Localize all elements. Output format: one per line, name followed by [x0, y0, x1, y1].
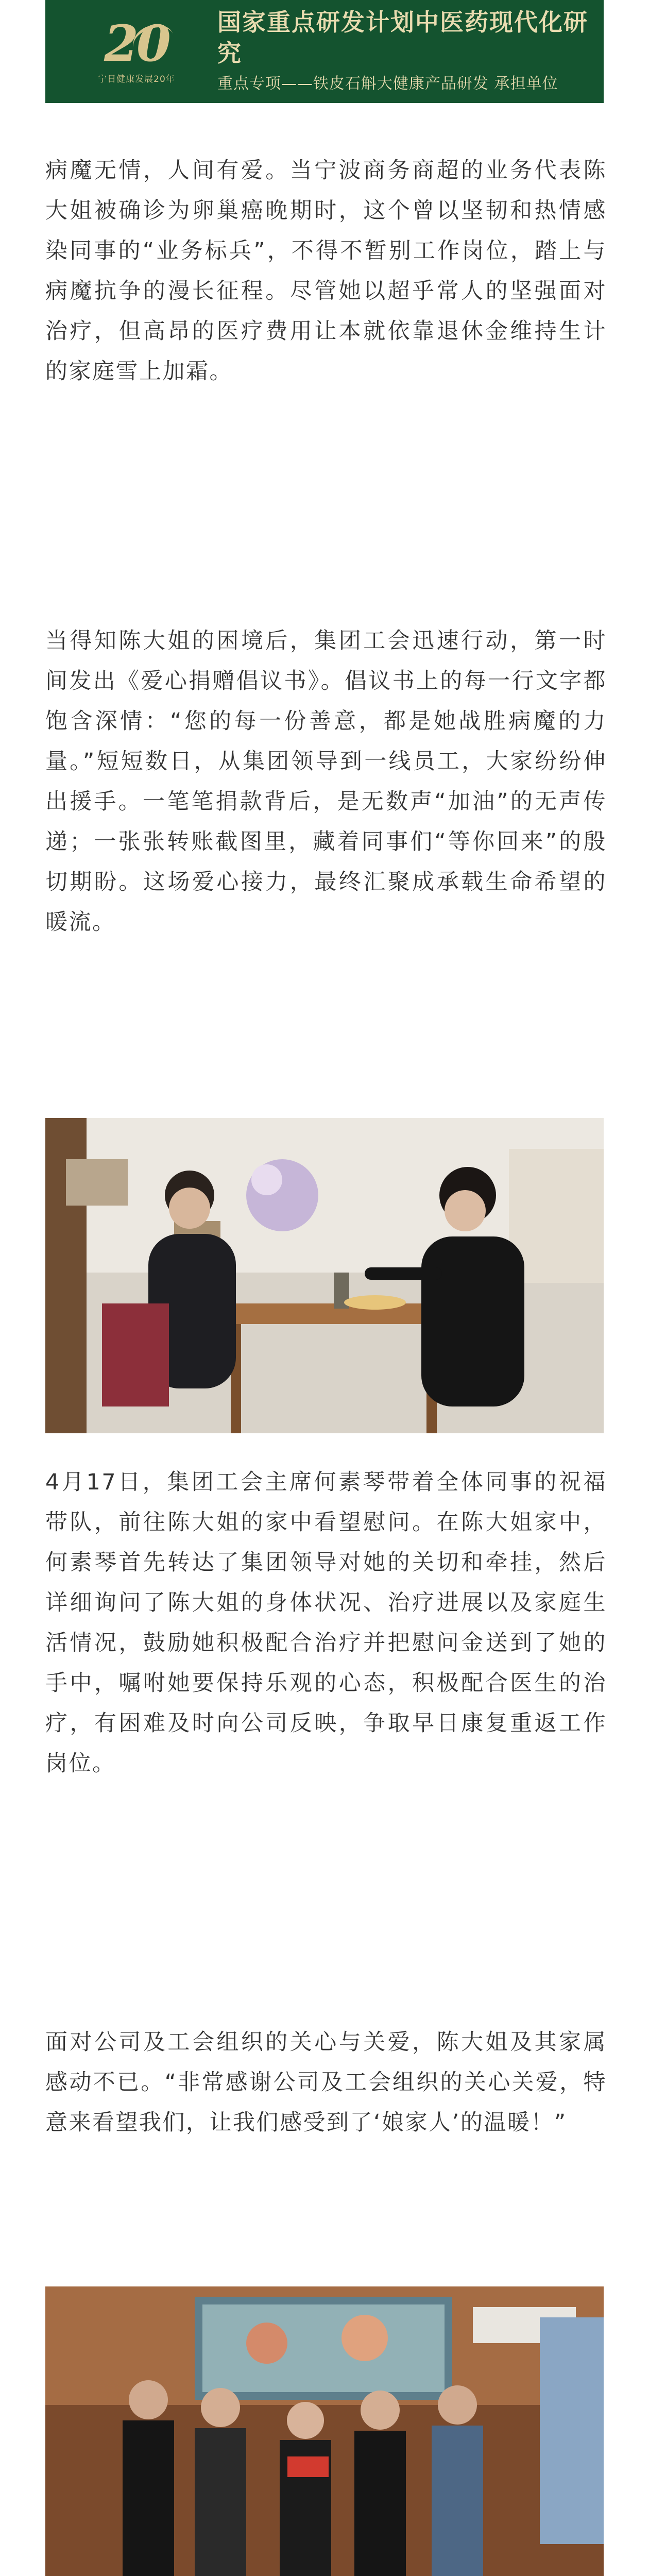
logo-number: 20: [104, 14, 169, 73]
photo-visit-at-table: [45, 1118, 604, 1433]
article-paragraph-1: 病魔无情，人间有爱。当宁波商务商超的业务代表陈大姐被确诊为卵巢癌晚期时，这个曾以坚韧和热情感染同事的“业务标兵”，不得不暂别工作岗位，踏上与病魔抗争的漫长征程。尽管她以超乎常人的坚强面对治疗，但高昂的医疗费用让本就依靠退休金维持生计的家庭雪上加霜。: [45, 158, 607, 384]
banner-subtitle: 重点专项——铁皮石斛大健康产品研发 承担单位: [217, 75, 558, 93]
article-paragraph-4: 面对公司及工会组织的关心与关爱，陈大姐及其家属感动不已。“非常感谢公司及工会组织的关心关爱，特意来看望我们，让我们感受到了‘娘家人’的温暖！”: [45, 2029, 607, 2136]
photo-group: [45, 2286, 604, 2576]
logo-subtitle: 宁日健康发展20年: [98, 74, 175, 84]
banner-title: 国家重点研发计划中医药现代化研究: [217, 8, 588, 67]
article-paragraph-2: 当得知陈大姐的困境后，集团工会迅速行动，第一时间发出《爱心捐赠倡议书》。倡议书上的每一行文字都饱含深情：“您的每一份善意，都是她战胜病魔的力量。”短短数日，从集团领导到一线员工，大家纷纷伸出援手。一笔笔捐款背后，是无数声“加油”的无声传递；一张张转账截图里，藏着同事们“等你回来”的殷切期盼。这场爱心接力，最终汇聚成承载生命希望的暖流。: [45, 628, 607, 935]
header-banner: [45, 0, 604, 103]
article-paragraph-3: 4月17日，集团工会主席何素琴带着全体同事的祝福带队，前往陈大姐的家中看望慰问。在陈大姐家中，何素琴首先转达了集团领导对她的关切和牵挂，然后详细询问了陈大姐的身体状况、治疗进展以及家庭生活情况，鼓励她积极配合治疗并把慰问金送到了她的手中，嘱咐她要保持乐观的心态，积极配合医生的治疗，有困难及时向公司反映，争取早日康复重返工作岗位。: [45, 1469, 607, 1776]
anniversary-logo: [71, 8, 202, 95]
